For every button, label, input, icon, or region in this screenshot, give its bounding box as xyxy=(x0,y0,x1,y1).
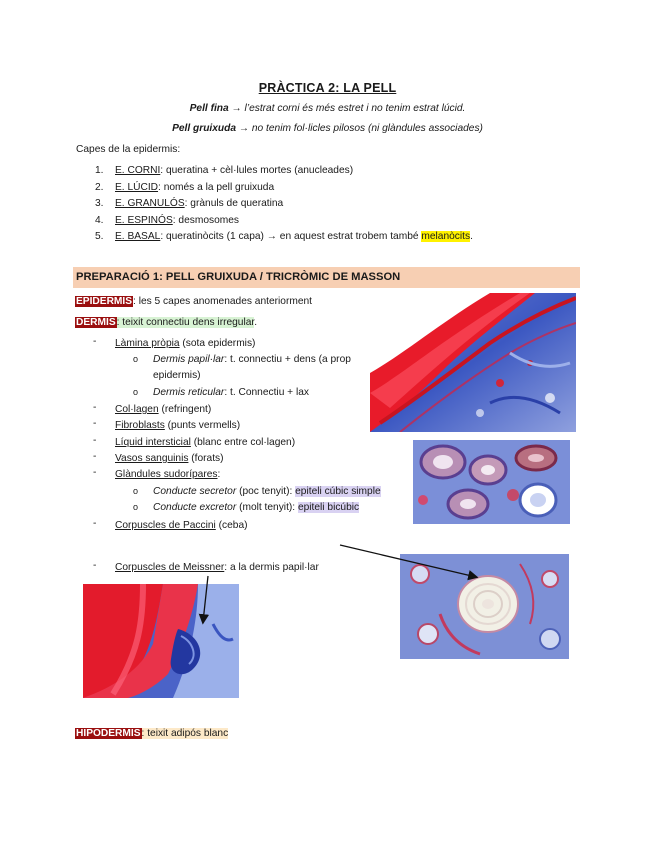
capa-desc: : només a la pell gruixuda xyxy=(158,181,275,193)
item-name: Fibroblasts xyxy=(115,420,165,431)
dash-bullet: - xyxy=(93,418,97,429)
hipodermis-desc: : teixit adipós blanc xyxy=(141,728,229,739)
capa-desc: : queratina + cèl·lules mortes (anucleades) xyxy=(160,165,354,176)
dash-bullet: - xyxy=(93,435,97,446)
item-name: Conducte excretor xyxy=(153,502,237,513)
circle-bullet: o xyxy=(133,387,139,397)
page-title: PRÀCTICA 2: LA PELL xyxy=(258,81,397,95)
subtitle-text: → l’estrat corni és més estret i no tenim estrat lúcid. xyxy=(228,103,466,114)
subtitle-term: Pell gruixuda xyxy=(172,123,237,134)
list-number: 5. xyxy=(95,231,104,242)
subtitle-term: Pell fina xyxy=(189,103,229,114)
item-name: Làmina pròpia xyxy=(115,338,180,349)
dash-bullet: - xyxy=(93,560,97,571)
dash-bullet: - xyxy=(93,518,97,529)
dash-bullet: - xyxy=(93,402,97,413)
term-hipodermis: HIPODERMIS xyxy=(76,728,141,739)
item-name: Líquid intersticial xyxy=(115,437,191,448)
capa-end: . xyxy=(470,231,473,242)
item-desc: (sota epidermis) xyxy=(179,338,256,349)
item-desc: (molt tenyit): xyxy=(236,502,298,513)
capa-desc: : queratinòcits (1 capa) → en aquest estrat trobem també xyxy=(160,231,422,242)
item-desc: (forats) xyxy=(188,453,224,464)
capa-desc: : desmosomes xyxy=(172,214,239,226)
list-number: 2. xyxy=(95,181,104,193)
capa-name: E. LÚCID xyxy=(115,181,159,193)
highlight-melanocits: melanòcits xyxy=(421,231,471,242)
item-desc: (refringent) xyxy=(158,404,212,415)
term-dermis: DERMIS xyxy=(76,317,116,328)
subtitle-text: → no tenim fol·licles pilosos (ni glàndules associades) xyxy=(236,123,483,134)
item-name: Corpuscles de Paccini xyxy=(115,520,216,531)
circle-bullet: o xyxy=(133,486,139,496)
item-desc: : t. connectiu + dens (a prop xyxy=(224,354,351,365)
highlight-epiteli: epiteli cúbic simple xyxy=(295,486,381,497)
list-number: 4. xyxy=(95,214,104,226)
dash-bullet: - xyxy=(93,451,97,462)
item-name: Dermis papil·lar xyxy=(153,354,225,365)
dermis-end: . xyxy=(254,317,258,328)
item-desc: : xyxy=(217,469,221,480)
capes-heading: Capes de la epidermis: xyxy=(76,144,181,155)
item-name: Conducte secretor xyxy=(153,486,237,497)
item-name: Col·lagen xyxy=(115,404,159,415)
capa-name: E. GRANULÓS xyxy=(115,198,185,209)
circle-bullet: o xyxy=(133,502,139,512)
arrow-to-meissner xyxy=(203,576,208,622)
dermis-desc: : teixit connectiu dens irregular xyxy=(116,317,255,328)
circle-bullet: o xyxy=(133,354,139,364)
dash-bullet: - xyxy=(93,467,97,478)
capa-name: E. BASAL xyxy=(115,231,161,242)
item-name: Dermis reticular xyxy=(153,387,225,398)
item-name: Glàndules sudorípares xyxy=(115,469,218,480)
item-desc: (punts vermells) xyxy=(164,420,241,431)
capa-name: E. CORNI xyxy=(115,165,161,176)
dash-bullet: - xyxy=(93,336,97,347)
item-desc: (poc tenyit): xyxy=(236,486,296,497)
item-desc: (blanc entre col·lagen) xyxy=(190,437,296,448)
item-desc: (ceba) xyxy=(215,520,248,531)
term-epidermis: EPIDERMIS xyxy=(76,296,133,307)
capa-desc: : grànuls de queratina xyxy=(184,198,284,209)
epidermis-desc: : les 5 capes anomenades anteriorment xyxy=(133,296,312,307)
section-header: PREPARACIÓ 1: PELL GRUIXUDA / TRICRÒMIC DE MASSON xyxy=(73,267,580,288)
arrow-to-paccini xyxy=(340,545,476,577)
item-desc: : t. Connectiu + lax xyxy=(224,387,309,398)
list-number: 3. xyxy=(95,198,104,209)
item-name: Corpuscles de Meissner xyxy=(115,562,225,573)
item-papil-cont: epidermis) xyxy=(153,370,201,381)
capa-name: E. ESPINÓS xyxy=(115,214,173,226)
item-desc: : a la dermis papil·lar xyxy=(224,562,319,573)
list-number: 1. xyxy=(95,165,104,176)
highlight-epiteli: epiteli bicúbic xyxy=(297,502,360,513)
item-name: Vasos sanguinis xyxy=(115,453,189,464)
